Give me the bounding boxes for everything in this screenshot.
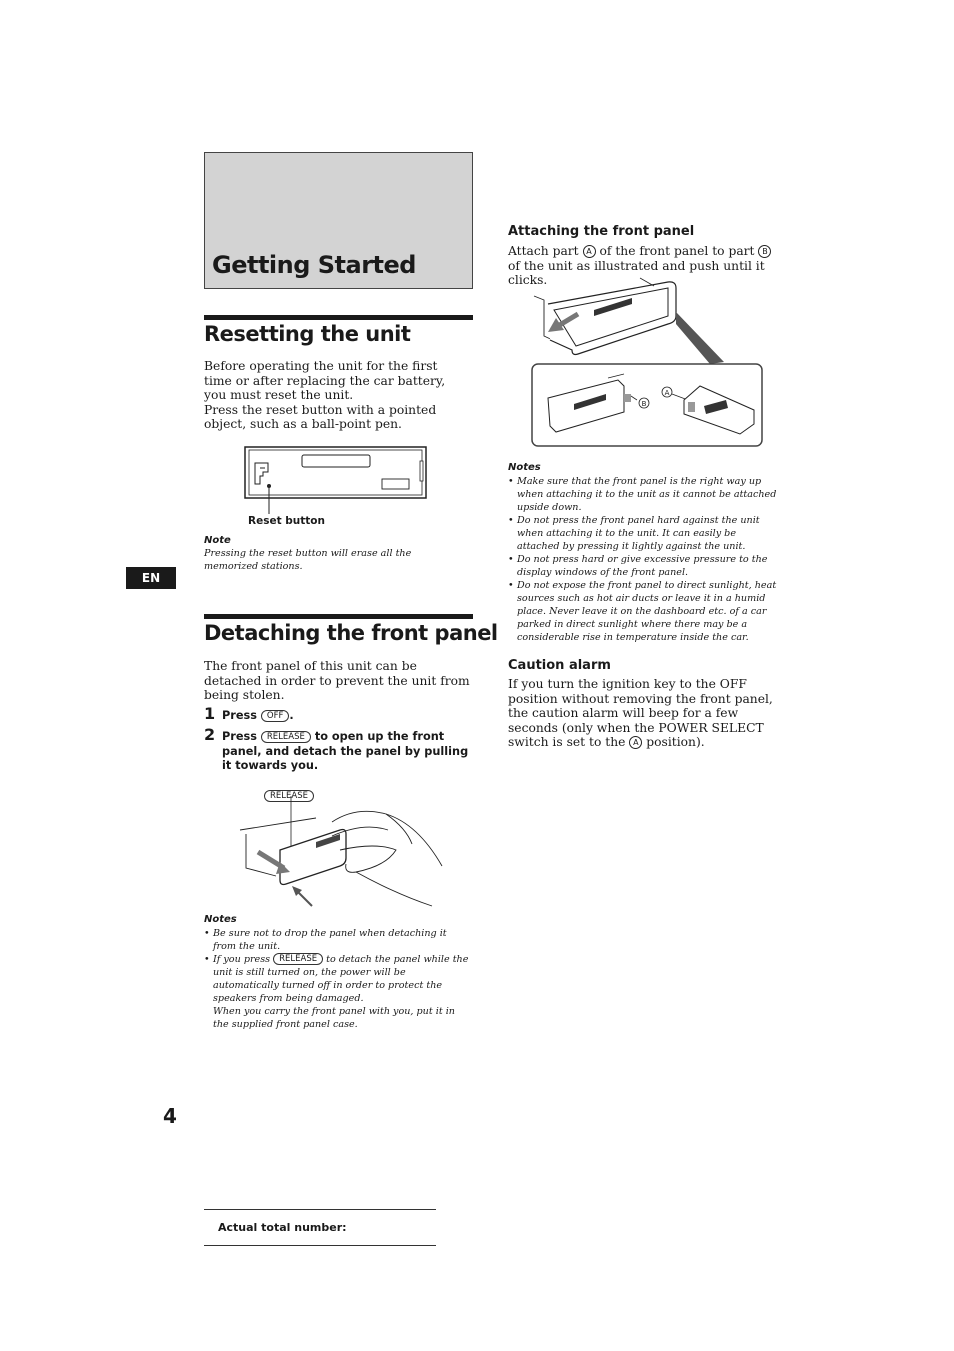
resetting-para-2: Press the reset button with a pointed object, such as a ball-point pen. [204,402,437,432]
attach-panel-illustration [528,274,768,452]
detach-note-2-suffix: to detach the panel while the unit is still turned on, the power will be automatically turned off in order to protect the speakers from being damaged. [213,954,469,1004]
caution-part-a-marker: A [629,736,642,749]
part-b-marker: B [758,245,771,258]
step-1-text [222,709,472,724]
page-number: 4 [163,1104,177,1128]
reset-note-text: Pressing the reset button will erase all the memorized stations. [204,548,412,572]
reset-button [267,484,271,488]
attach-note-4: • Do not expose the front panel to direct sunlight, heat sources such as hot air ducts or leave it in a humid place. Never leave it on the dashboard etc. of a car parked in direct sunlight where there may be a considerable rise in temperature inside the car. [508,579,778,644]
reset-button-label: Reset button [248,515,325,527]
detaching-intro: The front panel of this unit can be detached in order to prevent the unit from being stolen. [204,659,470,703]
attach-notes-label: Notes [508,462,541,473]
fig-marker-b: B [641,400,647,408]
caution-body [508,677,778,750]
attaching-text-b: of the front panel to part [599,244,755,258]
resetting-heading: Resetting the unit [204,322,411,346]
caution-heading: Caution alarm [508,658,611,673]
banner-title: Getting Started [212,251,416,279]
step-2-suffix: to open up the front panel, and detach the panel by pulling it towards you. [222,730,469,772]
resetting-body [204,359,469,432]
detaching-heading: Detaching the front panel [204,621,498,645]
release-key-note: RELEASE [273,953,323,965]
attaching-text-a: Attach part [508,244,579,258]
section-banner [204,152,473,289]
detach-notes-label: Notes [204,914,237,925]
detach-note-2 [204,953,470,1031]
caution-text-end: position). [646,735,705,750]
language-tab: EN [126,567,176,589]
release-key: RELEASE [261,731,311,743]
fig-marker-a: A [664,389,670,397]
detach-note-1: • Be sure not to drop the panel when detaching it from the unit. [204,927,470,953]
attach-note-3: • Do not press hard or give excessive pressure to the display windows of the front panel. [508,553,778,579]
step-2-text [222,730,472,774]
reset-button-illustration [244,446,428,516]
step-1-prefix: Press [222,709,257,722]
attach-notes-list [508,475,778,644]
detach-panel-illustration [236,794,448,910]
step-1-suffix: . [289,709,294,722]
step-2-prefix: Press [222,730,257,743]
resetting-para-1: Before operating the unit for the first time or after replacing the car battery, you must reset the unit. [204,359,446,403]
step-1-number: 1 [204,704,216,723]
section-rule [204,315,473,320]
attaching-heading: Attaching the front panel [508,224,695,239]
part-a-marker: A [583,245,596,258]
step-2-number: 2 [204,725,216,744]
detach-note-2-extra: When you carry the front panel with you, put it in the supplied front panel case. [213,1006,455,1030]
section-rule [204,614,473,619]
footer-rule-bottom [204,1245,436,1246]
footer-rule-top [204,1209,436,1210]
release-key-figure-label: RELEASE [264,790,314,802]
attach-note-1: • Make sure that the front panel is the right way up when attaching it to the unit as it cannot be attached upside down. [508,475,778,514]
caution-text: If you turn the ignition key to the OFF position without removing the front panel, the caution alarm will beep for a few seconds (only when the POWER SELECT switch is set to the [508,677,773,750]
footer-label: Actual total number: [218,1221,347,1234]
reset-note-label: Note [204,535,231,546]
detach-note-2-prefix: If you press [213,954,271,965]
off-key: OFF [261,710,289,722]
detach-notes-list [204,927,470,1031]
attaching-text-c: of the unit as illustrated and push until it clicks. [508,258,765,288]
attach-note-2: • Do not press the front panel hard against the unit when attaching it to the unit. It can easily be attached by pressing it lightly against the unit. [508,514,778,553]
